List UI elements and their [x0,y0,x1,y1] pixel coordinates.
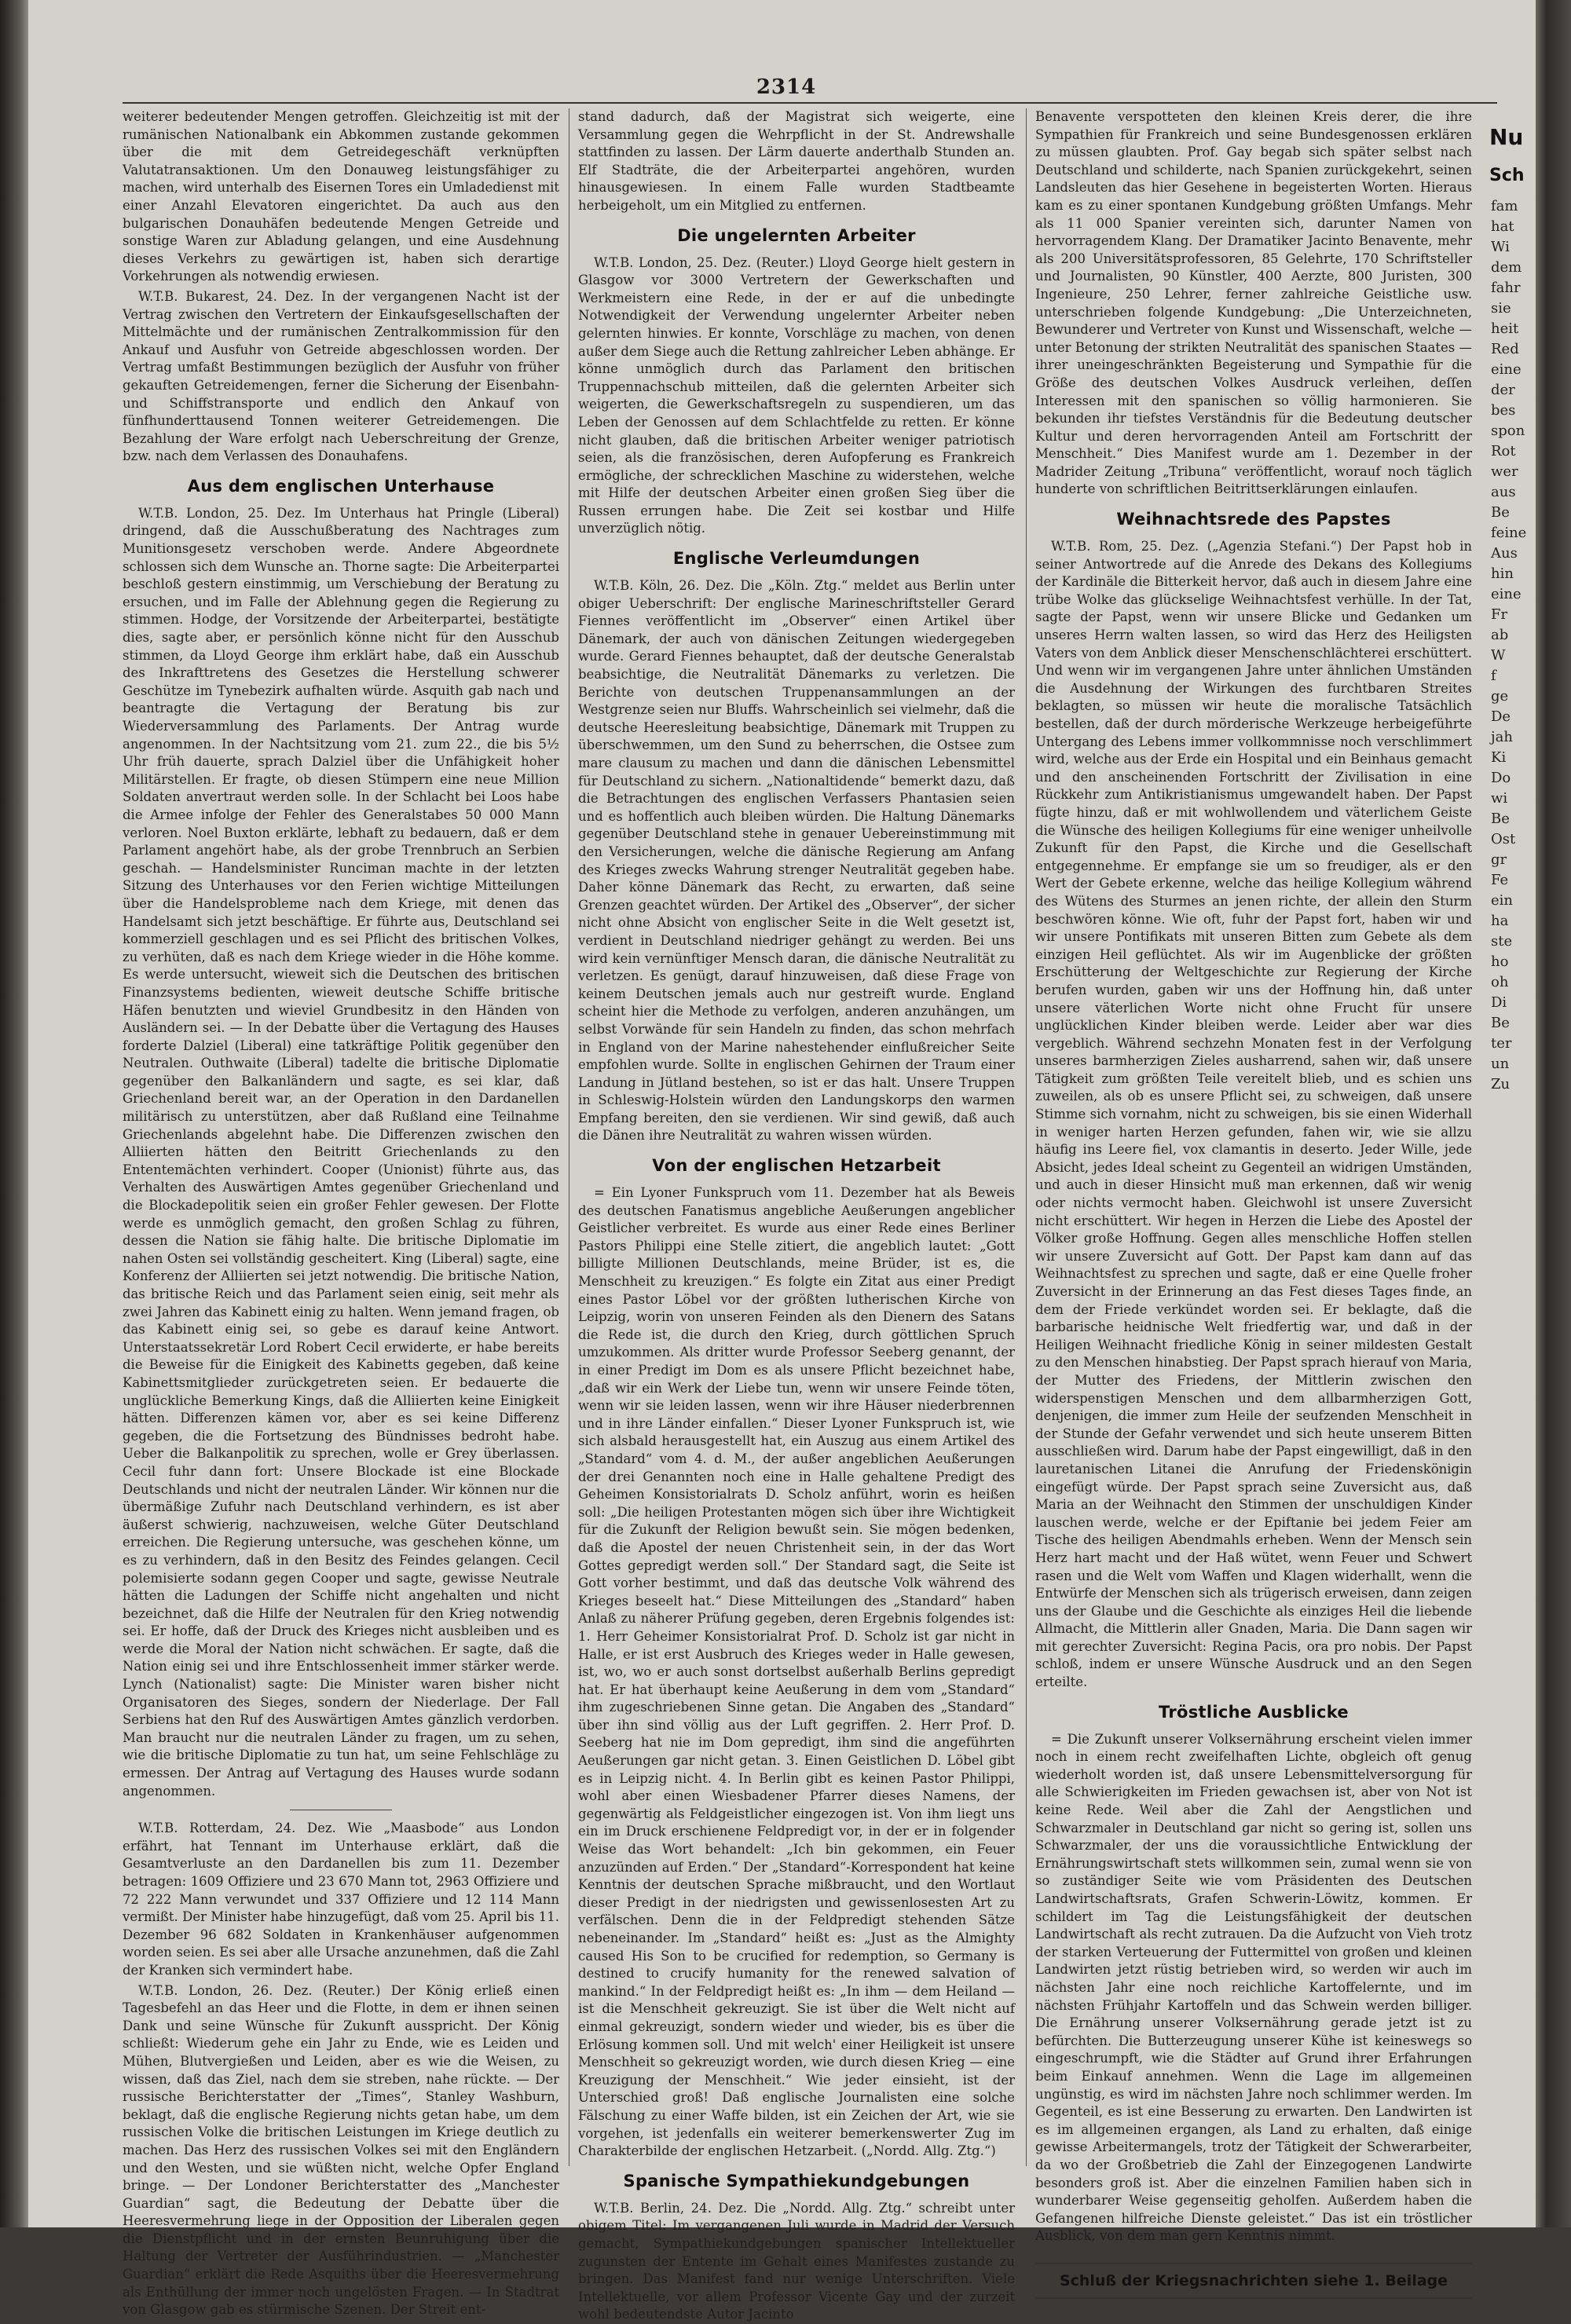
edge-line-fragment: wi [1491,790,1508,807]
article-headline: Weihnachtsrede des Papstes [1116,510,1391,529]
continuation-notice: Schluß der Kriegsnachrichten siehe 1. Beilage [1035,2263,1472,2299]
article-paragraph: W.T.B. London, 25. Dez. (Reuter.) Lloyd George hielt gestern in Glasgow vor 3000 Vertretern der Gewerkschaften und Werkmeistern eine Rede, in der er auf die unbedingte Notwendigkeit der Verwendung ungelernter Arbeiter neben gelernten hinwies. Er konnte, Vorschläge zu machen, von denen außer dem Siege auch die Rettung zahlreicher Leben abhänge. Er könne unmöglich durch das Parlament den britischen Truppennachschub mitteilen, daß die gelernten Arbeiter sich weigerten, die Gewerkschaftsregeln zu suspendieren, um das Leben der Genossen auf dem Schlachtfelde zu retten. Er könne nicht glauben, daß die britischen Arbeiter weniger patriotisch seien, als die französischen, deren Aufopferung es Frankreich ermögliche, der schrecklichen Maschine zu widerstehen, welche mit Hilfe der deutschen Arbeiter einen großen Sieg über die Russen errungen habe. Die Zeit sei kostbar und Hilfe unverzüglich nötig. [578,254,1015,536]
edge-line-fragment: Ost [1491,831,1516,847]
edge-line-fragment: ein [1491,892,1514,909]
edge-line-fragment: ste [1491,933,1513,950]
article-paragraph: = Ein Lyoner Funkspruch vom 11. Dezember hat als Beweis des deutschen Fanatismus angebliche Aeußerungen angeblicher Geistlicher verbreitet. Es wurde aus einer Rede eines Berliner Pastors Philippi eine Stelle zitiert, die angeblich lautet: „Gott billigte Millionen Deutschlands, meine Brüder, ist es, die Menschheit zu kreuzigen.“ Es folgte ein Zitat aus einer Predigt eines Pastor Löbel vor der größten lutherischen Kirche von Leipzig, worin von unseren Feinden als den Dienern des Satans die Rede ist, die durch den Krieg, durch göttlichen Spruch umzukommen. Als dritter wurde Professor Seeberg genannt, der in einer Predigt im Dom es als unsere Pflicht bezeichnet habe, „daß wir ein Werk der Liebe tun, wenn wir unsere Feinde töten, wenn wir sie leiden lassen, wenn wir ihre Häuser niederbrennen und in ihre Länder einfallen.“ Dieser Lyoner Funkspruch ist, wie sich alsbald herausgestellt hat, ein Auszug aus einem Artikel des „Standard“ vom 4. d. M., der außer angeblichen Aeußerungen der drei Genannten noch eine in Halle gehaltene Predigt des Geheimen Konsistorialrats D. Scholz anführt, worin es heißen soll: „Die heiligen Protestanten mögen sich über ihre Wichtigkeit für die Zukunft der Religion bewußt sein. Sie mögen bedenken, daß die Apostel der neuen Christenheit sein, in der das Wort Gottes gepredigt werden soll.“ Der Standard sagt, die Seite ist Gott vorher bestimmt, und daß das deutsche Volk während des Krieges beseelt hat.“ Diese Mitteilungen des „Standard“ haben Anlaß zu näherer Prüfung gegeben, deren Ergebnis folgendes ist: 1. Herr Geheimer Konsistorialrat Prof. D. Scholz ist gar nicht in Halle, er ist erst Ausbruch des Krieges weder in Halle gewesen, ist, wo, wo er auch sonst dortselbst außerhalb Berlins gepredigt hat. Er hat überhaupt keine Aeußerung in dem vom „Standard“ ihm zugeschriebenen Sinne getan. Die Angaben des „Standard“ über ihn sind völlig aus der Luft gegriffen. 2. Herr Prof. D. Seeberg hat nie im Dom gepredigt, ihm sind die angeführten Aeußerungen gar nicht getan. 3. Einen Geistlichen D. Löbel gibt es in Leipzig nicht. 4. In Berlin gibt es keinen Pastor Philippi, wohl aber einen Wiesbadener Pfarrer dieses Namens, der gegenwärtig als Feldgeistlicher eingezogen ist. Von ihm liegt uns ein im Druck erschienene Feldpredigt vor, in der er in folgender Weise das Wort behandelt: „Ich bin gekommen, ein Feuer anzuzünden auf Erden.“ Der „Standard“-Korrespondent hat keine Kenntnis der deutschen Sprache mißbraucht, und den Wortlaut dieser Predigt in der niedrigsten und gewissenlosesten Art zu verfälschen. Denn die in der Feldpredigt stehenden Sätze nebeneinander. Im „Standard“ heißt es: „Just as the Almighty caused His Son to be crucified for redemption, so Germany is destined to crucify humanity for the renewed salvation of mankind.“ In der Feldpredigt heißt es: „In ihm — dem Heiland — ist die Menschheit gekreuzigt. Sie ist über die Welt nicht auf einmal gekreuzigt, sondern wieder und wieder, bis es über die Erlösung kommen soll. Und mit welch' einer Heiligkeit ist unsere Menschheit so gekreuzigt worden, wie durch diesen Krieg — eine Kreuzigung der Menschheit.“ Wie jeder einsieht, ist der Unterschied groß! Daß englische Journalisten eine solche Fälschung zu einer Waffe bilden, ist ein Zeichen der Art, wie sie vorgehen, ist jedenfalls ein weiterer bemerkenswerter Zug im Charakterbilde der englischen Hetzarbeit. („Nordd. Allg. Ztg.“) [578,1185,1015,2159]
edge-heading: Nu [1489,124,1524,150]
edge-line-fragment: ha [1491,913,1509,929]
edge-line-fragment: Di [1491,994,1507,1011]
edge-line-fragment: Fe [1491,872,1509,888]
edge-line-fragment: heit [1491,320,1519,337]
edge-line-fragment: Aus [1491,545,1518,562]
article-paragraph: stand dadurch, daß der Magistrat sich weigerte, eine Versammlung gegen die Wehrpflicht in der St. Andrewshalle stattfinden zu lassen. Der Lärm dauerte anderthalb Stunden an. Elf Stadträte, die der Arbeiterpartei angehören, wurden hinausgewiesen. In einem Falle wurden Stadtbeamte herbeigeholt, um ein Mitglied zu entfernen. [578,109,1015,213]
edge-line-fragment: der [1491,382,1515,398]
edge-line-fragment: Wi [1491,239,1510,255]
edge-line-fragment: Do [1491,770,1511,786]
edge-line-fragment: W [1491,647,1506,664]
edge-line-fragment: Zu [1491,1076,1511,1092]
article-paragraph: W.T.B. Berlin, 24. Dez. Die „Nordd. Allg. Ztg.“ schreibt unter obigem Titel: Im vergangenen Juli wurde in Madrid der Versuch gemacht, Sympathiekundgebungen spanischer Intellektueller zugunsten der Entente im Gehalt eines Manifestes zustande zu bringen. Das Manifest fand nur wenige Unterschriften. Viele Intellektuelle, vor allem Professor Vicente Gay und der zurzeit wohl bedeutendste Autor Jacinto [578,2200,1015,2322]
edge-line-fragment: Red [1491,341,1519,357]
header-rule [123,102,1497,104]
article-paragraph: weiterer bedeutender Mengen getroffen. Gleichzeitig ist mit der rumänischen Nationalbank ein Abkommen zustande gekommen über die mit dem Getreidegeschäft verknüpften Valutatransaktionen. Um den Donauweg leistungsfähiger zu machen, wird unterhalb des Eisernen Tores ein Umladedienst mit einer Anzahl Elevatoren eingerichtet. Da auch aus den bulgarischen Donauhäfen bedeutende Mengen Getreide und sonstige Waren zur Abladung gelangen, und eine Ausdehnung dieses Verkehrs zu gewärtigen ist, haben sich derartige Vorkehrungen als notwendig erwiesen. [123,109,559,284]
edge-line-fragment: dem [1491,259,1522,276]
edge-line-fragment: eine [1491,361,1522,378]
edge-line-fragment: Be [1491,504,1510,521]
column-1 [123,108,559,2318]
article-headline: Tröstliche Ausblicke [1159,1702,1349,1722]
edge-line-fragment: oh [1491,974,1509,990]
book-gutter-shadow [1536,0,1571,2227]
edge-line-fragment: aus [1491,484,1516,500]
page-number: 2314 [756,75,817,99]
column-2 [578,108,1015,2322]
edge-line-fragment: feine [1491,525,1527,541]
edge-line-fragment: hin [1491,565,1514,582]
book-spine-shadow [0,0,28,2227]
article-paragraph: = Die Zukunft unserer Volksernährung erscheint vielen immer noch in einem recht zweifelhaften Lichte, obgleich oft genug wiederholt worden ist, daß unsere Lebensmittelversorgung für alle Schwierigkeiten im Frieden gewachsen ist, aber von Not ist keine Rede. Weil aber die Zahl der Aengstlichen und Schwarzmaler in Deutschland gar nicht so gering ist, sollen uns Schwarzmaler, der uns die voraussichtliche Entwicklung der Ernährungswirtschaft stets willkommen sein, zumal wenn sie von so zuständiger Seite wie vom Präsidenten des Deutschen Landwirtschaftsrats, Grafen Schwerin-Löwitz, kommen. Er schildert im Tag die Leistungsfähigkeit der deutschen Landwirtschaft als recht zutrauen. Da die Aufzucht von Vieh trotz der starken Verteuerung der Futtermittel von großen und kleinen Landwirten jetzt rüstig betrieben wird, so werden wir auch im nächsten Jahr eine noch reichliche Kartoffelernte, und im nächsten Frühjahr Kartoffeln und das Schwein werden billiger. Die Ernährung unserer Volksernährung gerade jetzt ist zu befürchten. Die Butterzeugung unserer Kühe ist keineswegs so eingeschrumpft, wie die Städter auf Grund ihrer Erfahrungen beim Einkauf annehmen. Wenn die Lage im allgemeinen ungünstig, es wird im nächsten Jahre noch schlimmer werden. Im Gegenteil, es ist eine Besserung zu erwarten. Den Landwirten ist es im allgemeinen ergangen, als Land zu erhalten, daß einige gewisse Arbeitermangels, trotz der Tätigkeit der Schwerarbeiter, da wo der Großbetrieb die Zahl der Einzegogenen Landwirte besonders groß ist. Aber die einzelnen Familien haben sich in wunderbarer Weise gegenseitig geholfen. Außerdem haben die Gefangenen hilfreiche Dienste geleistet.“ Das ist ein tröstlicher Ausblick, von dem man gern Kenntnis nimmt. [1035,1731,1472,2244]
article-headline: Englische Verleumdungen [672,549,921,569]
article-paragraph: Benavente verspotteten den kleinen Kreis derer, die ihre Sympathien für Frankreich und seine Bundesgenossen erklären zu müssen glaubten. Prof. Gay begab sich später selbst nach Deutschland und schilderte, nach Spanien zurückgekehrt, seinen Landsleuten das hier Gesehene in begeisterten Worten. Hieraus kam es zu einer spontanen Kundgebung größten Umfangs. Mehr als 11 000 Spanier vereinten sich, darunter Namen von hervorragendem Klang. Der Dramatiker Jacinto Benavente, mehr als 200 Universitätsprofessoren, 85 Gelehrte, 170 Schriftsteller und Journalisten, 90 Künstler, 400 Aerzte, 800 Juristen, 300 Ingenieure, 250 Lehrer, ferner zahlreiche Geistliche usw. unterschrieben folgende Kundgebung: „Die Unterzeichneten, Bewunderer und Vertreter von Kunst und Wissenschaft, welche — unter Betonung der strikten Neutralität des spanischen Staates — ihrer uneingeschränkten Begeisterung und Sympathie für die Größe des deutschen Volkes Ausdruck verleihen, deſſen Interessen mit den spanischen so völlig harmonieren. Sie bekunden ihr tiefstes Verständnis für die Bedeutung deutscher Kultur und deren hervorragenden Anteil am Fortschritt der Menschheit.“ Dies Manifest wurde am 1. Dezember in der Madrider Zeitung „Tribuna“ veröffentlicht, worauf noch täglich hunderte von schriftlichen Beitrittserklärungen einlaufen. [1035,109,1472,497]
edge-line-fragment: jah [1491,729,1513,745]
edge-line-fragment: fam [1491,198,1518,214]
article-paragraph: W.T.B. London, 25. Dez. Im Unterhaus hat Pringle (Liberal) dringend, daß die Ausschußberatung des Nachtrages zum Munitionsgesetz verschoben werde. Andere Abgeordnete schlossen sich dem Wunsche an. Thorne sagte: Die Arbeiterpartei beschloß gestern einstimmig, um Verschiebung der Beratung zu ersuchen, und im Falle der Ablehnung gegen die Regierung zu stimmen. Hodge, der Vorsitzende der Arbeiterpartei, bestätigte dies, sagte aber, er persönlich könne nicht für den Ausschub stimmen, da Lloyd George ihm erklärt habe, daß ein Ausschub des Inkrafttretens des Gesetzes die Herstellung schwerer Geschütze im Tynebezirk aufhalten würde. Asquith gab nach und beantragte die Vertagung der Beratung bis zur Wiederversammlung des Parlaments. Der Antrag wurde angenommen. In der Nachtsitzung vom 21. zum 22., die bis 5½ Uhr früh dauerte, sprach Dalziel über die Unfähigkeit hoher Militärstellen. Er fragte, ob diesen Stümpern eine neue Million Soldaten anvertraut werden solle. In der Schlacht bei Loos habe die Armee infolge der Fehler des Generalstabes 50 000 Mann verloren. Noel Buxton erklärte, lebhaft zu bedauern, daß er dem Parlament angehört habe, als der grobe Trennbruch an Serbien geschah. — Handelsminister Runciman machte in der letzten Sitzung des Unterhauses vor den Ferien wichtige Mitteilungen über die Handelsprobleme nach dem Kriege, mit denen das Handelsamt sich jetzt beschäftige. Er führte aus, Deutschland sei kommerziell geschlagen und es sei Pflicht des britischen Volkes, zu verhüten, daß es nach dem Kriege wieder in die Höhe komme. Es werde untersucht, wieweit sich die Deutschen des britischen Finanzsystems bedienten, wieweit deutsche Schiffe britische Häfen benutzten und wieviel Grundbesitz in den Händen von Ausländern sei. — In der Debatte über die Vertagung des Hauses forderte Dalziel (Liberal) eine tatkräftige Politik gegenüber den Neutralen. Outhwaite (Liberal) tadelte die britische Diplomatie gegenüber den Balkanländern und sagte, es sei klar, daß Griechenland bereit war, an der Operation in den Dardanellen militärisch zu unterstützen, aber daß Rußland eine Teilnahme Griechenlands abgelehnt habe. Die Differenzen zwischen den Alliierten hätten den Beitritt Griechenlands zu den Ententemächten verhindert. Cooper (Unionist) führte aus, das Verhalten des Auswärtigen Amtes gegenüber Griechenland und die Blockadepolitik seien ein großer Fehler gewesen. Der Flotte werde es unmöglich gemacht, den großen Schlag zu führen, dessen die Nation sie fähig halte. Die britische Diplomatie im nahen Osten sei vollständig gescheitert. King (Liberal) sagte, eine Konferenz der Alliierten sei jetzt notwendig. Die britische Nation, das britische Reich und das Parlament seien einig, seit mehr als zwei Jahren das Kabinett einig zu halten. Wenn jemand fragen, ob das Kabinett einig sei, so gebe es darauf keine Antwort. Unterstaatssekretär Lord Robert Cecil erwiderte, er habe bereits die Beweise für die Einigkeit des Kabinetts gegeben, daß keine Kabinettsmitglieder zurückgetreten seien. Er bedauerte die unglückliche Bemerkung Kings, daß die Alliierten keine Einigkeit hätten. Differenzen kämen vor, aber es sei keine Differenz gegeben, die die Fortsetzung des Bündnisses bedroht habe. Ueber die Balkanpolitik zu sprechen, wolle er Grey überlassen. Cecil fuhr dann fort: Unsere Blockade ist eine Blockade Deutschlands und nicht der neutralen Länder. Wir können nur die übermäßige Zufuhr nach Deutschland verhindern, es ist aber äußerst schwierig, nachzuweisen, welche Güter Deutschland erreichen. Die Regierung untersuche, was geschehen könne, um es zu verhindern, daß in den Besitz des Feindes gelangen. Cecil polemisierte sodann gegen Cooper und sagte, gewisse Neutrale hätten die Ladungen der Schiffe nicht angehalten und nicht bezeichnet, daß die Hilfe der Neutralen für den Krieg notwendig sei. Er hoffe, daß der Druck des Krieges nicht ausbleiben und es werde die Moral der Nation nicht schwächen. Er sagte, daß die Nation einig sei und ihre Entschlossenheit immer stärker werde. Lynch (Nationalist) sagte: Die Minister waren bisher nicht Organisatoren des Sieges, sondern der Niederlage. Der Fall Serbiens hat den Ruf des Auswärtigen Amtes gänzlich verdorben. Man braucht nur die neutralen Länder zu fragen, um zu sehen, wie die britische Diplomatie zu tun hat, um seine Fehlschläge zu ermessen. Der Antrag auf Vertagung des Hauses wurde sodann angenommen. [123,505,559,1799]
newspaper-page [28,0,1544,2322]
article-paragraph: W.T.B. Bukarest, 24. Dez. In der vergangenen Nacht ist der Vertrag zwischen den Vertretern der Einkaufsgesellschaften der Mittelmächte und der rumänischen Zentralkommission für den Ankauf und Ausfuhr von Getreide abgeschlossen worden. Der Vertrag umfaßt Bestimmungen bezüglich der Ausfuhr von früher gekauften Getreidemengen, ferner die Sicherung der Eisenbahn- und Schiffstransporte und endlich den Ankauf von fünfhunderttausend Tonnen weiterer Getreidemengen. Die Bezahlung der Ware erfolgt nach Ueberschreitung der Grenze, bzw. nach dem Verlassen des Donauhafens. [123,288,559,464]
edge-line-fragment: Rot [1491,443,1516,459]
edge-line-fragment: Ki [1491,749,1507,766]
article-paragraph: W.T.B. London, 26. Dez. (Reuter.) Der König erließ einen Tagesbefehl an das Heer und die Flotte, in dem er ihnen seinen Dank und seine Wünsche für Zukunft ausspricht. Der König schließt: Wiederum gehe ein Jahr zu Ende, wie es Leiden und Mühen, Blutvergießen und Leiden, aber es wie die Weisen, zu wissen, daß das Ziel, nach dem sie streben, nahe rückte. — Der russische Berichterstatter der „Times“, Stanley Washburn, beklagt, daß die englische Regierung nichts getan habe, um dem russischen Volke die britischen Leistungen im Kriege deutlich zu machen. Das Herz des russischen Volkes sei mit den Engländern und den Westen, und sie wüßten nicht, welche Opfer England bringe. — Der Londoner Berichterstatter des „Manchester Guardian“ sagt, die Bedeutung der Debatte über die Heeresvermehrung liege in der Opposition der Liberalen gegen die Dienstpflicht und in der ernsten Beunruhigung über die Haltung der Vertreter der Ausführindustrien. — „Manchester Guardian“ erklärt die Rede Asquiths über die Heeresvermehrung als Enthüllung der immer noch ungelösten Fragen. — In Stadtrat von Glasgow gab es stürmische Szenen. Der Streit ent- [123,1982,559,2318]
article-headline: Aus dem englischen Unterhause [187,476,495,496]
column-3 [1035,108,1472,2289]
edge-line-fragment: ter [1491,1035,1512,1052]
edge-line-fragment: ab [1491,627,1509,643]
edge-line-fragment: gr [1491,851,1507,868]
edge-line-fragment: Be [1491,811,1510,827]
edge-line-fragment: f [1491,668,1496,684]
edge-line-fragment: hat [1491,218,1514,235]
edge-line-fragment: fahr [1491,280,1521,296]
edge-line-fragment: un [1491,1056,1510,1072]
edge-line-fragment: Be [1491,1015,1510,1031]
article-headline: Die ungelernten Arbeiter [677,225,916,245]
edge-line-fragment: Fr [1491,606,1508,623]
edge-line-fragment: De [1491,708,1511,725]
article-paragraph: W.T.B. Rom, 25. Dez. („Agenzia Stefani.“) Der Papst hob in seiner Antwortrede auf die Anrede des Dekans des Kollegiums der Kardinäle die Bitterkeit hervor, daß auch in diesem Jahre eine trübe Wolke das glückselige Weihnachtsfest verhülle. In der Tat, sagte der Papst, wenn wir unsere Blicke und Gedanken um unseres Herrn walten lassen, so wird das Herz des Heiligsten Vaters von dem Anblick dieser Menschenschlächterei erschüttert. Und wenn wir im vergangenen Jahre unter ähnlichen Umständen die Ausdehnung der Wirkungen des furchtbaren Streites beklagten, so müssen wir heute die moralische Tatsächlich bestellen, daß der durch mörderische Werkzeuge herbeigeführte Untergang des Lebens immer vollkommnisse noch verschlimmert wird, welche aus der Erde ein Hospital und ein Beinhaus gemacht und den anscheinenden Fortschritt der Zivilisation in eine Rückkehr zum Antikristianismus umgewandelt haben. Der Papst fügte hinzu, daß er mit wohlwollendem und väterlichem Geiste die Wünsche des heiligen Kollegiums für eine weniger unheilvolle Zukunft für den Papst, die Kirche und die Gesellschaft entgegennehme. Er empfange sie um so freudiger, als er den Wert der Gebete erkenne, welche das heilige Kollegium während des Wütens des Sturmes an jenen richte, der allein den Sturm beschwören könne. Wie oft, fuhr der Papst fort, haben wir und wir unsere Pontifikats mit unseren Bitten zum Gebete als dem einzigen Heil geflüchtet. Als wir im Augenblicke der größten Erschütterung der Weltgeschichte zur Regierung der Kirche berufen wurden, gaben wir uns der Hoffnung hin, daß unter unsere väterlichen Worte nicht ohne Frucht für unsere unglücklichen Kinder bleiben werde. Leider aber war dies vergeblich. Während sechzehn Monaten fest in der Verfolgung unseres barmherzigen Zieles ausharrend, sahen wir, daß unsere Tätigkeit zum größten Teile vereitelt blieb, und es schien uns zuweilen, als ob es unsere Pflicht sei, zu schweigen, daß unsere Stimme sich vornahm, nicht zu schweigen, bis sie einen Widerhall in weniger harten Herzen gefunden, fahen wir, wie sie allzu häufig ins Leere fiel, vox clamantis in deserto. Jeder Wille, jede Absicht, jedes Ideal scheint zu Gegenteil an widrigen Umständen, und auch in dieser Hinsicht muß man erkennen, daß wir wenig oder nichts vermocht haben. Gleichwohl ist unsere Zuversicht nicht erschüttert. Wir hegen in Herzen die Liebe des Apostel der Völker große Hoffnung. Gegen alles menschliche Hoffen stellen wir unsere Zuversicht auf Gott. Der Papst kam dann auf das Weihnachtsfest zu sprechen und sagte, daß er eine Quelle froher Zuversicht in der Erinnerung an das Fest dieses Tages finde, an dem der Friede verkündet worden sei. Er beklagte, daß die barbarische heidnische Welt friedfertig war, und daß in der Heiligen Weihnacht friedliche König in seiner mildesten Gestalt zu den Menschen hinabstieg. Der Papst sprach hierauf von Maria, der Mutter des Friedens, der Mittlerin zwischen den widerspenstigen Menschen und dem allbarmherzigen Gott, denjenigen, die immer zum Heile der seufzenden Menschheit in der Stunde der Gefahr verwendet und sich heute unserem Bitten ausschließen wird. Darum habe der Papst eingewilligt, daß in den lauretanischen Litanei die Anrufung der Friedenskönigin eingefügt würde. Der Papst sprach seine Zuversicht aus, daß Maria an der Weihnacht den Stimmen der unschuldigen Kinder lauschen werde, welche er der Epiftanie bei jedem Feier am Tische des heiligen Abendmahls erheben. Wenn der Mensch sein Herz hart macht und der Haß wütet, wenn Feuer und Schwert rasen und die Welt vom Waffen und Klagen widerhallt, wenn die Entwürfe der Menschen sich als trügerisch erweisen, dann zeigen uns der Glaube und die Geschichte als einziges Heil die liebende Allmacht, die Mittlerin aller Gnaden, Maria. Die Dann sagen wir mit gerechter Zuversicht: Regina Pacis, ora pro nobis. Der Papst schloß, indem er unsere Wünsche Ausdruck und an den Segen erteilte. [1035,539,1472,1690]
edge-line-fragment: bes [1491,402,1516,419]
column-divider [1026,108,1027,2166]
edge-line-fragment: eine [1491,586,1522,602]
edge-line-fragment: ge [1491,688,1509,705]
edge-line-fragment: spon [1491,423,1525,439]
article-paragraph: W.T.B. Rotterdam, 24. Dez. Wie „Maasbode“ aus London erfährt, hat Tennant im Unterhause erklärt, daß die Gesamtverluste an den Dardanellen bis zum 11. Dezember betragen: 1609 Offiziere und 23 670 Mann tot, 2963 Offiziere und 72 222 Mann verwundet und 337 Offiziere und 12 114 Mann vermißt. Der Minister habe hinzugefügt, daß vom 25. April bis 11. Dezember 96 682 Soldaten in Krankenhäuser aufgenommen worden seien. Es sei aber alle Ursache anzunehmen, daß die Zahl der Kranken sich vermindert habe. [123,1821,559,1978]
edge-line-fragment: wer [1491,463,1518,480]
edge-line-fragment: sie [1491,300,1511,317]
article-paragraph: W.T.B. Köln, 26. Dez. Die „Köln. Ztg.“ meldet aus Berlin unter obiger Ueberschrift: Der englische Marineschriftsteller Gerard Fiennes veröffentlicht im „Observer“ einen Artikel über Dänemark, der auch von dänischen Zeitungen wiedergegeben wurde. Gerard Fiennes behauptet, daß der deutsche Generalstab beabsichtige, die Neutralität Dänemarks zu verletzen. Die Berichte von deutschen Truppenansammlungen an der Westgrenze seien nur Bluffs. Wahrscheinlich sei vielmehr, daß die deutsche Heeresleitung beabsichtige, Dänemark mit Truppen zu überschwemmen, um den Sund zu beherrschen, die Ostsee zum mare clausum zu machen und dann die dänischen Lebensmittel für Deutschland zu sichern. „Nationaltidende“ bemerkt dazu, daß die Betrachtungen des englischen Verfassers Phantasien seien und es hoffentlich auch bleiben würden. Die Haltung Dänemarks gegenüber Deutschland stehe in genauer Uebereinstimmung mit den Versicherungen, welche die dänische Regierung am Anfang des Krieges zwecks Wahrung strenger Neutralität gegeben habe. Daher könne Dänemark das Recht, zu erwarten, daß seine Grenzen geachtet würden. Der Artikel des „Observer“, der sicher nicht ohne Absicht von englischer Seite in die Welt gesetzt ist, verdient in Deutschland niedriger gehängt zu werden. Bei uns wird kein vernünftiger Mensch daran, die dänische Neutralität zu verletzen. Es genügt, darauf hinzuweisen, daß diese Frage von keinem Deutschen jemals auch nur gestreift wurde. England scheint hier die Methode zu verfolgen, anderen anzuhängen, um selbst Vorwände für sein Handeln zu finden, das schon mehrfach in England von der Marine nahestehender einflußreicher Seite empfohlen wurde. Sollte in englischen Gehirnen der Traum einer Landung in Jütland bestehen, so ist er das halt. Unsere Truppen in Schleswig-Holstein würden den Landungskorps den warmen Empfang bereiten, den sie verdienen. Wir sind gewiß, daß auch die Dänen ihre Neutralität zu wahren wissen würden. [578,578,1015,1144]
article-headline: Von der englischen Hetzarbeit [652,1156,941,1176]
edge-subheading: Sch [1489,166,1525,185]
edge-line-fragment: ho [1491,953,1509,970]
article-headline: Spanische Sympathiekundgebungen [623,2171,970,2190]
